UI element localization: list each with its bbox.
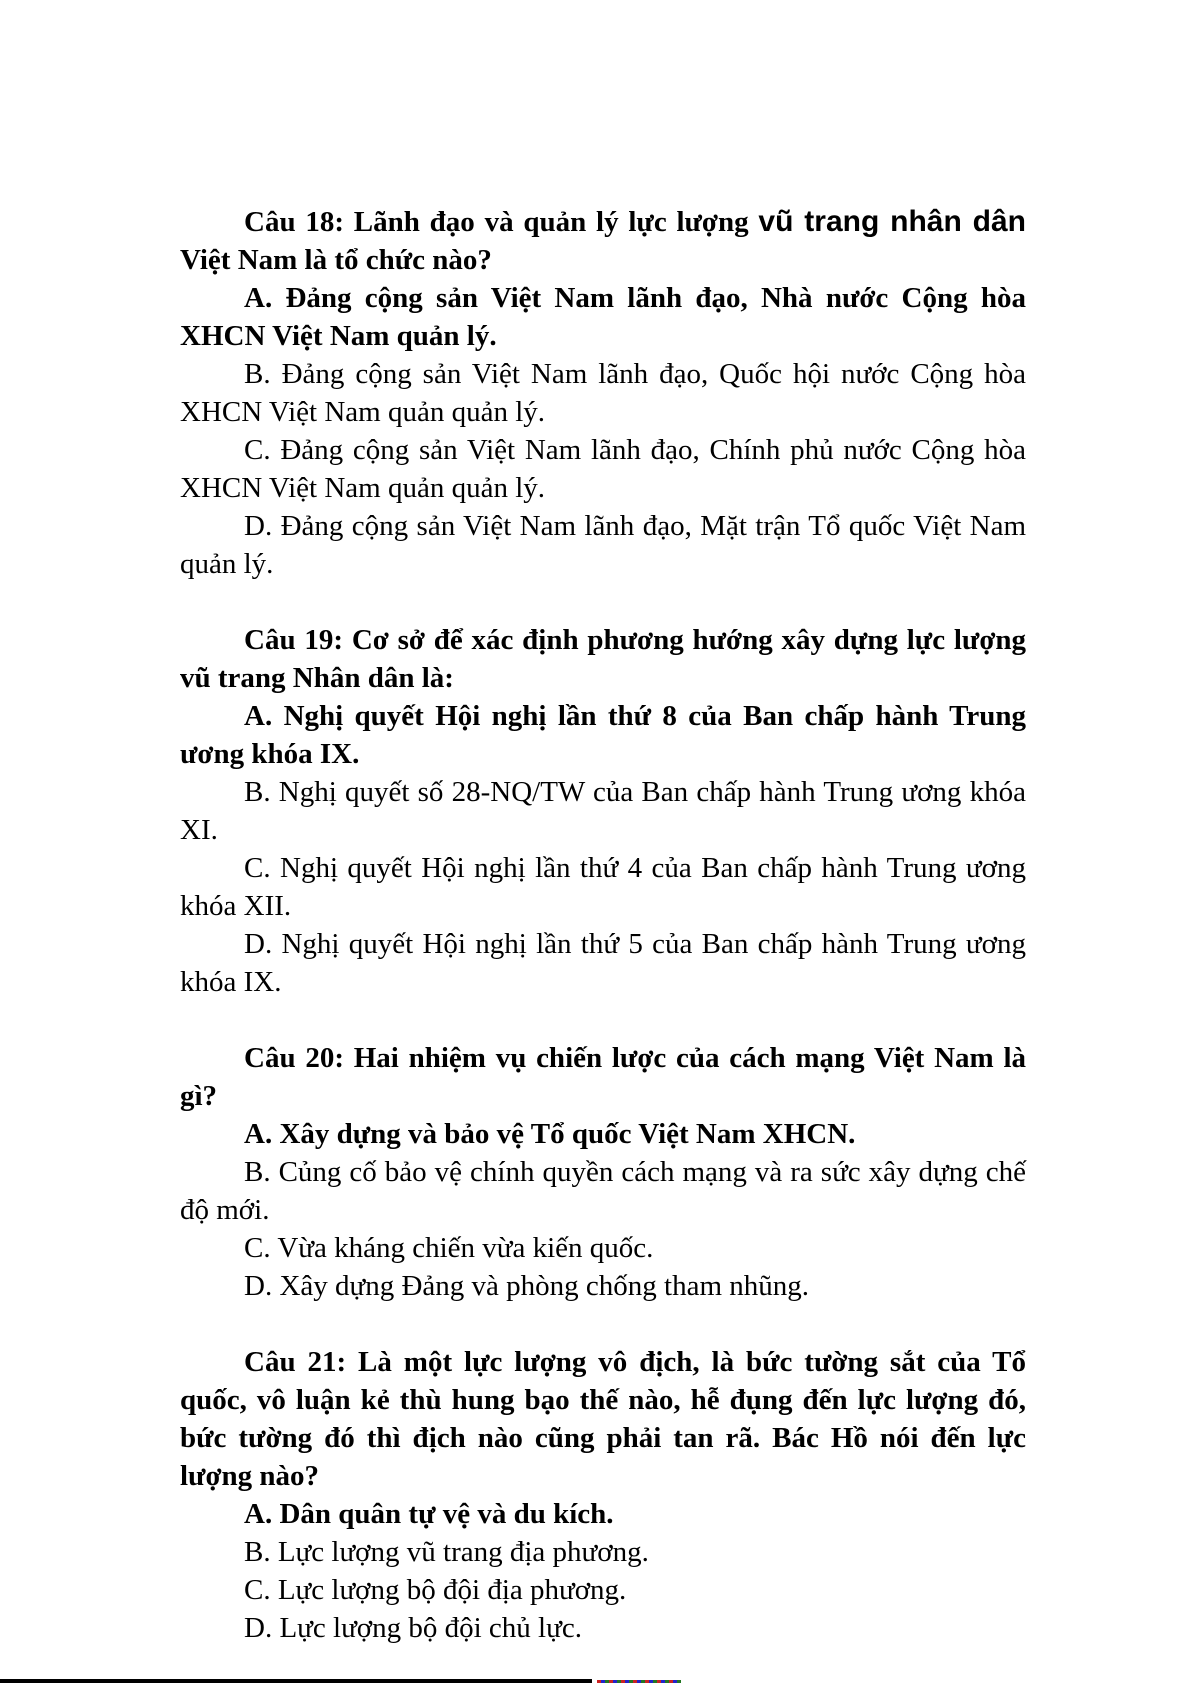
option-text: Đảng cộng sản Việt Nam lãnh đạo, Nhà nước Cộng hòa XHCN Việt Nam quản lý. <box>180 282 1026 352</box>
option-label: B. <box>244 358 271 390</box>
option-label: B. <box>244 1536 271 1568</box>
question-20-option-a <box>180 1115 1026 1153</box>
question-18-text-before: Lãnh đạo và quản lý lực lượng <box>353 206 749 238</box>
option-text: Nghị quyết Hội nghị lần thứ 4 của Ban chấp hành Trung ương khóa XII. <box>180 852 1026 922</box>
option-label: D. <box>244 928 273 960</box>
option-label: A. <box>244 282 273 314</box>
question-19-option-b <box>180 773 1026 849</box>
option-label: D. <box>244 1270 273 1302</box>
option-text: Lực lượng bộ đội chủ lực. <box>279 1612 582 1644</box>
question-18-title <box>180 203 1026 279</box>
option-label: C. <box>244 434 271 466</box>
option-label: B. <box>244 776 271 808</box>
question-19-text: Cơ sở để xác định phương hướng xây dựng lực lượng vũ trang Nhân dân là: <box>180 624 1027 694</box>
option-text: Lực lượng vũ trang địa phương. <box>277 1536 649 1568</box>
question-21-text: Là một lực lượng vô địch, là bức tường sắt của Tổ quốc, vô luận kẻ thù hung bạo thế nào, hễ đụng đến lực lượng đó, bức tường đó thì địch nào cũng phải tan rã. Bác Hồ nói đến lực lượng nào? <box>180 1346 1027 1492</box>
option-label: C. <box>244 852 271 884</box>
question-21-number: Câu 21: <box>244 1346 347 1378</box>
question-21-option-c <box>180 1571 1026 1609</box>
question-18-option-d <box>180 507 1026 583</box>
question-21-title <box>180 1343 1026 1495</box>
option-label: A. <box>244 1498 273 1530</box>
option-label: A. <box>244 1118 273 1150</box>
question-18-option-c <box>180 431 1026 507</box>
option-label: C. <box>244 1232 271 1264</box>
question-21-option-d <box>180 1609 1026 1647</box>
question-19-option-a <box>180 697 1026 773</box>
option-label: C. <box>244 1574 271 1606</box>
question-19-option-d <box>180 925 1026 1001</box>
question-18-text-after: Việt Nam là tổ chức nào? <box>180 244 492 276</box>
question-21-option-b <box>180 1533 1026 1571</box>
option-text: Đảng cộng sản Việt Nam lãnh đạo, Mặt trận Tổ quốc Việt Nam quản lý. <box>180 510 1027 580</box>
option-text: Nghị quyết Hội nghị lần thứ 8 của Ban chấp hành Trung ương khóa IX. <box>180 700 1026 770</box>
question-20-option-d <box>180 1267 1026 1305</box>
option-text: Lực lượng bộ đội địa phương. <box>277 1574 627 1606</box>
question-20-text: Hai nhiệm vụ chiến lược của cách mạng Việt Nam là gì? <box>180 1042 1026 1112</box>
option-label: D. <box>244 1612 273 1644</box>
option-text: Xây dựng Đảng và phòng chống tham nhũng. <box>279 1270 810 1302</box>
option-text: Vừa kháng chiến vừa kiến quốc. <box>277 1232 654 1264</box>
question-18-option-b <box>180 355 1026 431</box>
option-text: Nghị quyết số 28-NQ/TW của Ban chấp hành Trung ương khóa XI. <box>180 776 1027 846</box>
page-bottom-dashed-segment <box>597 1680 681 1683</box>
blank-line <box>180 1001 1026 1039</box>
option-text: Đảng cộng sản Việt Nam lãnh đạo, Chính phủ nước Cộng hòa XHCN Việt Nam quản quản lý. <box>180 434 1027 504</box>
option-text: Đảng cộng sản Việt Nam lãnh đạo, Quốc hội nước Cộng hòa XHCN Việt Nam quản quản lý. <box>180 358 1027 428</box>
question-18-option-a <box>180 279 1026 355</box>
question-19-title <box>180 621 1026 697</box>
option-label: D. <box>244 510 273 542</box>
question-20-option-c <box>180 1229 1026 1267</box>
document-content <box>180 203 1026 1647</box>
question-19-number: Câu 19: <box>244 624 344 656</box>
option-label: B. <box>244 1156 271 1188</box>
option-label: A. <box>244 700 273 732</box>
question-20-number: Câu 20: <box>244 1042 344 1074</box>
question-18-highlight: vũ trang nhân dân <box>758 205 1027 238</box>
question-20-title <box>180 1039 1026 1115</box>
option-text: Nghị quyết Hội nghị lần thứ 5 của Ban chấp hành Trung ương khóa IX. <box>180 928 1026 998</box>
question-20-option-b <box>180 1153 1026 1229</box>
blank-line <box>180 583 1026 621</box>
blank-line <box>180 1305 1026 1343</box>
option-text: Dân quân tự vệ và du kích. <box>279 1498 614 1530</box>
option-text: Củng cố bảo vệ chính quyền cách mạng và ra sức xây dựng chế độ mới. <box>180 1156 1026 1226</box>
question-21-option-a <box>180 1495 1026 1533</box>
question-18-number: Câu 18: <box>244 206 345 238</box>
question-19-option-c <box>180 849 1026 925</box>
option-text: Xây dựng và bảo vệ Tổ quốc Việt Nam XHCN. <box>279 1118 856 1150</box>
page-bottom-divider <box>0 1679 592 1683</box>
